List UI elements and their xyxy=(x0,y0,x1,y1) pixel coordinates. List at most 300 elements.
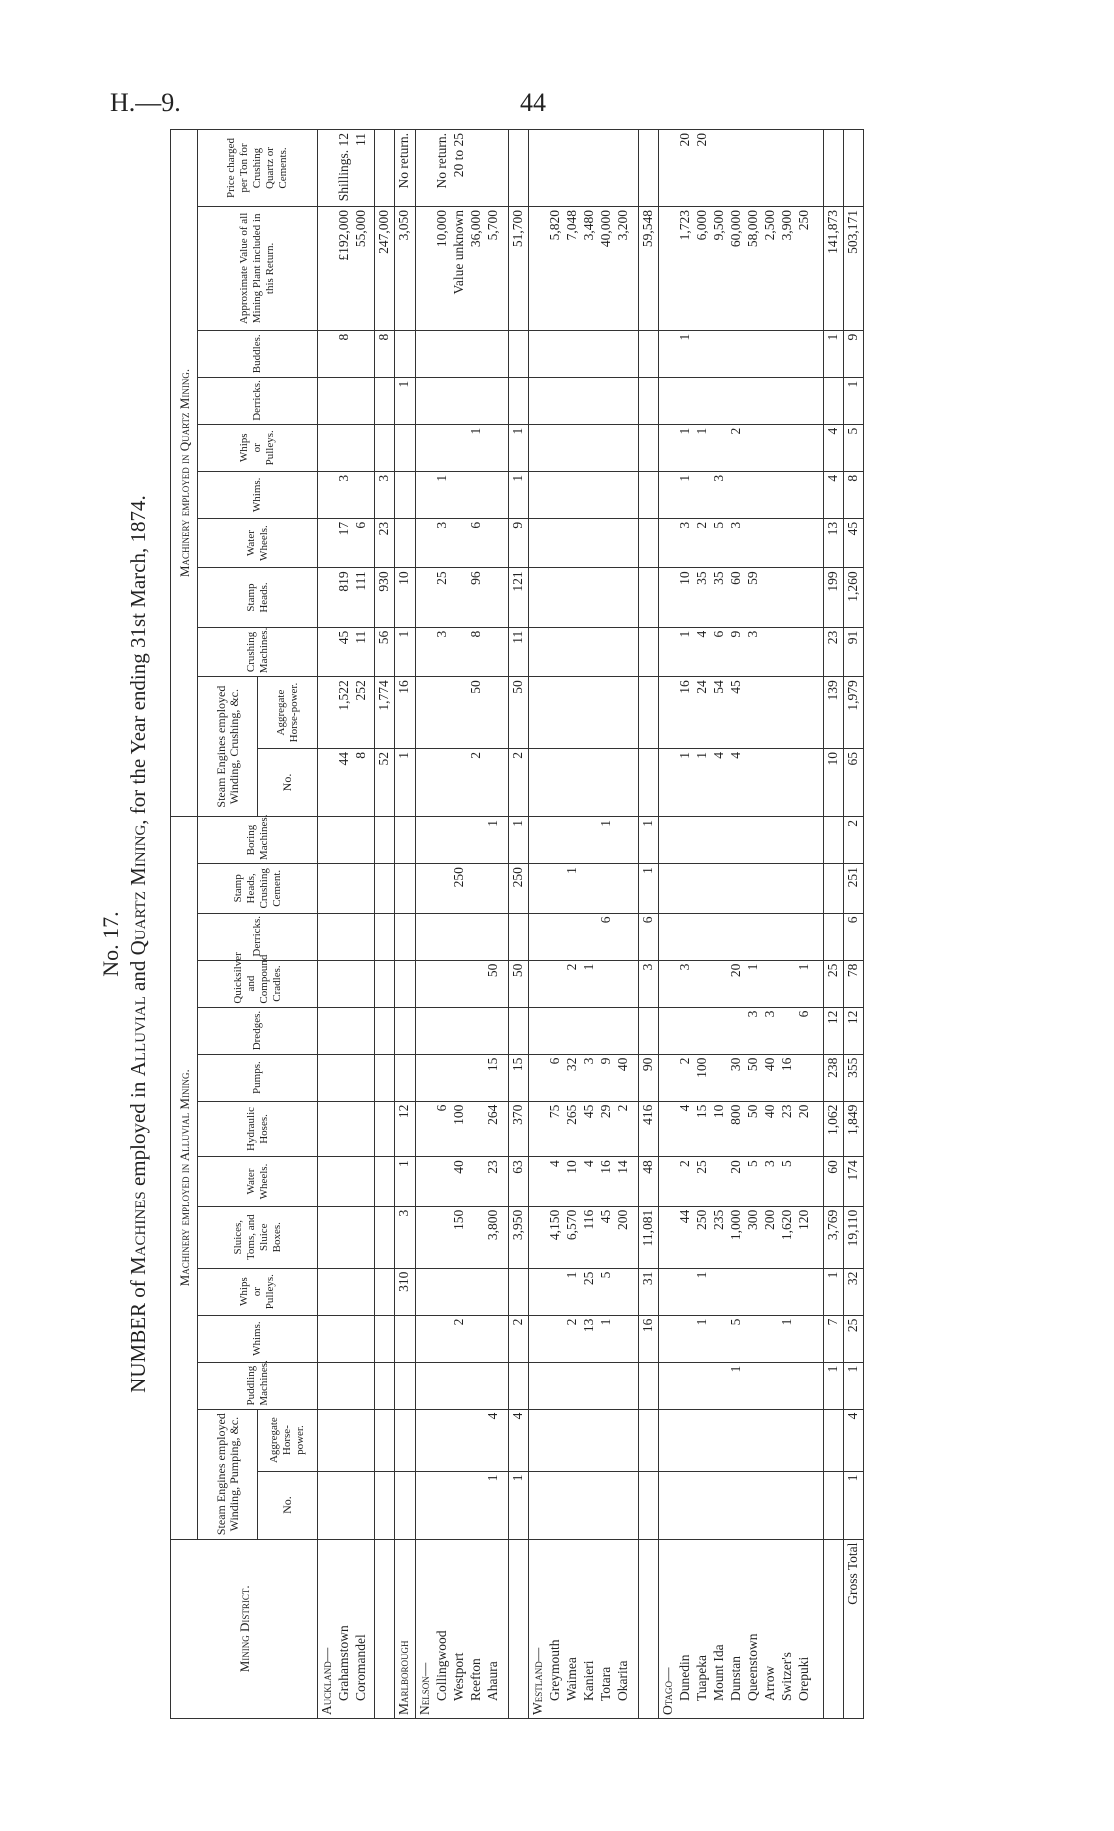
value-cell xyxy=(416,130,509,207)
cell-value xyxy=(564,917,581,957)
cell-value xyxy=(711,1160,728,1202)
cell-value xyxy=(468,1319,485,1359)
cell-value xyxy=(485,1366,502,1406)
subtotal-cell xyxy=(639,1362,659,1409)
cell-value xyxy=(677,867,694,909)
cell-value xyxy=(547,820,564,860)
cell-value: 24 xyxy=(694,680,710,694)
subtotal-cell: 16 xyxy=(639,1315,659,1362)
value-cell xyxy=(318,1206,375,1268)
cell-value xyxy=(598,1366,615,1406)
cell-value: 10 xyxy=(677,571,693,585)
cell-value: 40 xyxy=(762,1104,778,1119)
cell-value xyxy=(547,133,564,203)
spacer xyxy=(417,752,434,813)
value-cell xyxy=(528,377,639,424)
value-cell xyxy=(394,1206,415,1268)
subtotal-cell xyxy=(508,913,528,960)
cell-value xyxy=(796,1475,813,1536)
gross-total-cell xyxy=(843,130,863,207)
cell-value xyxy=(434,680,451,745)
cell-value xyxy=(353,1272,370,1312)
cell-value: 6 xyxy=(711,630,727,638)
cell-value xyxy=(598,752,615,813)
place-name: Tuapeka xyxy=(694,1655,710,1701)
spacer xyxy=(319,1272,336,1312)
value-cell xyxy=(416,568,509,627)
cell-value xyxy=(451,917,468,957)
gross-total-cell: 8 xyxy=(843,471,863,518)
value-cell xyxy=(394,627,415,676)
cell-value xyxy=(711,1272,728,1312)
cell-value: 150 xyxy=(451,1209,466,1231)
subtotal-cell xyxy=(374,817,394,864)
place-name: Okarita xyxy=(614,1660,630,1701)
spacer xyxy=(319,631,336,673)
cell-value xyxy=(564,334,581,374)
subtotal-cell xyxy=(374,1471,394,1539)
cell-value xyxy=(485,522,502,564)
value-cell xyxy=(659,960,823,1007)
cell-value xyxy=(728,820,745,860)
cell-value xyxy=(336,1319,353,1359)
cell-value xyxy=(728,475,745,515)
cell-value xyxy=(762,867,779,909)
cell-value xyxy=(615,631,632,673)
value-cell xyxy=(416,1054,509,1101)
place-name: Orepuki xyxy=(796,1656,812,1701)
district-name-cell xyxy=(659,1539,823,1718)
cell-value: 1 xyxy=(563,1271,579,1279)
subtotal-cell xyxy=(639,130,659,207)
stamp-heads-header: Stamp Heads. xyxy=(198,568,318,627)
cell-value xyxy=(745,752,762,813)
cell-value xyxy=(451,475,468,515)
gross-total-cell: 65 xyxy=(843,748,863,816)
value-cell xyxy=(659,207,823,331)
value-cell xyxy=(416,627,509,676)
cell-value: 44 xyxy=(336,751,351,766)
cell-value: 6 xyxy=(353,521,368,529)
spacer xyxy=(417,334,434,374)
cell-value: 1 xyxy=(694,427,710,435)
value-cell xyxy=(318,1101,375,1157)
value-cell xyxy=(318,1315,375,1362)
cell-value: 1 xyxy=(677,630,693,638)
cell-value: 1 xyxy=(677,474,693,482)
subtotal-cell xyxy=(374,424,394,471)
cell-value xyxy=(677,1413,694,1468)
cell-value: 11 xyxy=(353,630,368,644)
gross-total-cell: 4 xyxy=(843,1409,863,1471)
cell-value xyxy=(336,1475,353,1536)
value-cell xyxy=(416,864,509,913)
cell-value xyxy=(796,917,813,957)
place-name: Mount Ida xyxy=(711,1644,727,1701)
place-name: Ahaura xyxy=(485,1661,500,1701)
cell-value xyxy=(615,1475,632,1536)
spacer xyxy=(530,381,547,421)
cell-value: 1 xyxy=(779,1318,795,1326)
cell-value: 5 xyxy=(745,1160,761,1168)
crushing-header: Crushing Machines. xyxy=(198,627,318,676)
cell-value xyxy=(451,964,468,1004)
value-cell xyxy=(318,817,375,864)
cell-value xyxy=(711,1319,728,1359)
spacer xyxy=(417,1011,434,1051)
value-cell xyxy=(659,627,823,676)
spacer xyxy=(319,334,336,374)
cell-value xyxy=(796,1160,813,1202)
cell-value xyxy=(762,1319,779,1359)
spacer xyxy=(660,820,677,860)
cell-value xyxy=(485,680,502,745)
cell-value: 3 xyxy=(434,630,449,638)
value-cell xyxy=(394,518,415,567)
cell-value: 1 xyxy=(395,630,411,638)
cell-value xyxy=(547,475,564,515)
cell-value xyxy=(694,820,711,860)
cell-value: No return. xyxy=(434,133,449,189)
value-cell xyxy=(416,518,509,567)
cell-value xyxy=(564,1366,581,1406)
cell-value xyxy=(598,428,615,468)
cell-value xyxy=(677,1272,694,1312)
spacer xyxy=(660,680,677,745)
spacer xyxy=(660,1319,677,1359)
value-cell xyxy=(528,1268,639,1315)
cell-value xyxy=(615,334,632,374)
cell-value xyxy=(396,475,413,515)
subtotal-cell: 12 xyxy=(823,1007,843,1054)
cell-value: 10 xyxy=(563,1160,579,1174)
subtotal-cell: 4 xyxy=(823,471,843,518)
value-cell xyxy=(659,1206,823,1268)
value-cell xyxy=(318,424,375,471)
subtotal-cell: 3 xyxy=(639,960,659,1007)
cell-value xyxy=(677,1319,694,1359)
cell-value xyxy=(796,1413,813,1468)
spacer xyxy=(530,1272,547,1312)
stamp-cement-header: Stamp Heads, Crushing Cement. xyxy=(198,864,318,913)
cell-value: 50 xyxy=(485,963,500,978)
cell-value xyxy=(564,680,581,745)
subtotal-cell xyxy=(374,1315,394,1362)
cell-value: 1,620 xyxy=(779,1209,795,1241)
subtotal-cell: 23 xyxy=(374,518,394,567)
cradles-header: Quicksilver and Compound Cradles. xyxy=(198,960,318,1007)
cell-value xyxy=(615,475,632,515)
gross-total-cell: 503,171 xyxy=(843,207,863,331)
value-cell xyxy=(659,1268,823,1315)
spacer xyxy=(319,1319,336,1359)
cell-value: 6,570 xyxy=(563,1209,579,1241)
cell-value xyxy=(451,428,468,468)
cell-value xyxy=(779,917,796,957)
cell-value xyxy=(677,820,694,860)
cell-value: 5 xyxy=(711,521,727,529)
value-cell xyxy=(318,1268,375,1315)
spacer xyxy=(417,867,434,909)
cell-value xyxy=(745,133,762,203)
cell-value xyxy=(694,964,711,1004)
cell-value: 1 xyxy=(796,963,812,971)
cell-value xyxy=(564,1011,581,1051)
subtotal-cell xyxy=(639,377,659,424)
value-cell xyxy=(394,864,415,913)
value-cell xyxy=(394,568,415,627)
cell-value xyxy=(451,1413,468,1468)
subtotal-cell: 51,700 xyxy=(508,207,528,331)
district-name: Nelson— xyxy=(417,1662,432,1715)
subtotal-cell xyxy=(508,1362,528,1409)
spacer xyxy=(417,631,434,673)
cell-value xyxy=(745,1366,762,1406)
value-cell xyxy=(659,913,823,960)
cell-value xyxy=(745,1475,762,1536)
cell-value xyxy=(468,1160,485,1202)
cell-value: 35 xyxy=(694,571,710,585)
spacer xyxy=(417,571,434,623)
subtotal-cell: 1 xyxy=(508,424,528,471)
cell-value: 5,700 xyxy=(485,210,500,241)
dredges-header: Dredges. xyxy=(198,1007,318,1054)
subtotal-cell: 250 xyxy=(508,864,528,913)
gross-total-cell: 5 xyxy=(843,424,863,471)
cell-value: 3 xyxy=(762,1010,778,1018)
subtotal-cell xyxy=(823,377,843,424)
cell-value: 75 xyxy=(546,1104,562,1119)
value-cell xyxy=(416,960,509,1007)
gross-total-cell: 32 xyxy=(843,1268,863,1315)
cell-value xyxy=(564,631,581,673)
cell-value: 9 xyxy=(597,1057,613,1065)
spacer xyxy=(660,1160,677,1202)
cell-value xyxy=(581,334,598,374)
value-cell xyxy=(318,1054,375,1101)
cell-value xyxy=(598,133,615,203)
cell-value: 30 xyxy=(728,1057,744,1072)
subtotal-cell: 11,081 xyxy=(639,1206,659,1268)
cell-value xyxy=(581,752,598,813)
value-cell xyxy=(394,1362,415,1409)
value-cell xyxy=(528,1007,639,1054)
district-name-cell xyxy=(416,1539,509,1718)
cell-value xyxy=(615,752,632,813)
value-cell xyxy=(659,518,823,567)
spacer xyxy=(530,1413,547,1468)
subtotal-cell xyxy=(823,817,843,864)
cell-value xyxy=(451,680,468,745)
cell-value xyxy=(396,820,413,860)
value-cell xyxy=(318,1471,375,1539)
cell-value: 8 xyxy=(468,630,483,638)
cell-value xyxy=(336,1160,353,1202)
cell-value: 6 xyxy=(468,521,483,529)
steam-alluvial-header: Steam Engines employed Winding, Pumping, &c. xyxy=(198,1409,258,1539)
cell-value xyxy=(615,381,632,421)
value-cell xyxy=(394,207,415,331)
cell-value xyxy=(485,1272,502,1312)
cell-value xyxy=(396,1475,413,1536)
cell-value xyxy=(564,1413,581,1468)
subtotal-cell xyxy=(823,864,843,913)
cell-value xyxy=(353,1475,370,1536)
cell-value xyxy=(547,752,564,813)
place-name: Dunedin xyxy=(677,1654,693,1701)
cell-value: 1 xyxy=(597,820,613,827)
spacer xyxy=(660,1272,677,1312)
place-name: Collingwood xyxy=(434,1630,449,1701)
value-cell xyxy=(528,677,639,749)
cell-value: 1 xyxy=(580,963,596,971)
cell-value: 4 xyxy=(580,1160,596,1168)
cell-value: 8 xyxy=(353,751,368,759)
cell-value xyxy=(615,964,632,1004)
cell-value xyxy=(485,631,502,673)
spacer xyxy=(530,210,547,327)
cell-value xyxy=(485,571,502,623)
cell-value: 20 xyxy=(694,133,710,147)
cell-value xyxy=(779,428,796,468)
spacer xyxy=(417,133,434,203)
cell-value: 58,000 xyxy=(745,210,761,248)
gross-total-cell: 1,260 xyxy=(843,568,863,627)
value-cell xyxy=(318,960,375,1007)
subtotal-cell: 416 xyxy=(639,1101,659,1157)
cell-value xyxy=(762,381,779,421)
cell-value xyxy=(396,428,413,468)
cell-value xyxy=(468,1475,485,1536)
cell-value: 3 xyxy=(762,1160,778,1168)
spacer xyxy=(530,964,547,1004)
place-name: Arrow xyxy=(762,1665,778,1701)
value-cell xyxy=(659,864,823,913)
cell-value: 16 xyxy=(597,1160,613,1174)
cell-value xyxy=(581,1366,598,1406)
cell-value: 3 xyxy=(677,521,693,529)
whips-header: Whips or Pulleys. xyxy=(198,1268,318,1315)
cell-value xyxy=(353,917,370,957)
cell-value: 2 xyxy=(451,1318,466,1326)
gross-total-cell: 91 xyxy=(843,627,863,676)
cell-value xyxy=(451,1475,468,1536)
cell-value: 50 xyxy=(745,1104,761,1119)
cell-value: 36,000 xyxy=(468,210,483,248)
cell-value xyxy=(711,1475,728,1536)
cell-value: 3 xyxy=(745,630,761,638)
spacer xyxy=(319,1366,336,1406)
cell-value xyxy=(762,475,779,515)
value-cell xyxy=(416,1409,509,1471)
cell-value: 59 xyxy=(745,571,761,585)
subtotal-cell: 7 xyxy=(823,1315,843,1362)
cell-value xyxy=(336,1210,353,1265)
cell-value xyxy=(434,867,451,909)
value-cell xyxy=(659,1007,823,1054)
value-cell xyxy=(416,424,509,471)
cell-value: 4 xyxy=(694,630,710,638)
subtotal-cell xyxy=(508,130,528,207)
cell-value xyxy=(615,133,632,203)
cell-value xyxy=(485,334,502,374)
cell-value: 1 xyxy=(728,1365,744,1373)
subtotal-cell xyxy=(508,377,528,424)
cell-value: 100 xyxy=(451,1104,466,1125)
cell-value: 1 xyxy=(694,1318,710,1326)
steam-alluvial-hp-header: Aggregate Horse-power. xyxy=(258,1409,318,1471)
cell-value: 10 xyxy=(395,571,411,585)
cell-value xyxy=(615,680,632,745)
spacer xyxy=(530,1319,547,1359)
cell-value: 35 xyxy=(711,571,727,585)
cell-value xyxy=(353,867,370,909)
value-cell xyxy=(659,677,823,749)
cell-value xyxy=(728,1011,745,1051)
subtotal-cell: 10 xyxy=(823,748,843,816)
subtotal-cell xyxy=(374,1101,394,1157)
cell-value xyxy=(711,381,728,421)
cell-value: 310 xyxy=(395,1271,411,1292)
cell-value: 2,500 xyxy=(762,210,778,241)
subtotal-cell: 4 xyxy=(823,424,843,471)
cell-value xyxy=(353,964,370,1004)
cell-value: 2 xyxy=(728,427,744,435)
value-cell xyxy=(394,1268,415,1315)
cell-value: 50 xyxy=(745,1057,761,1072)
cell-value xyxy=(468,917,485,957)
cell-value: 40 xyxy=(614,1057,630,1072)
gross-total-cell: 45 xyxy=(843,518,863,567)
spacer xyxy=(660,752,677,813)
cell-value xyxy=(598,1475,615,1536)
cell-value xyxy=(451,381,468,421)
cell-value xyxy=(762,631,779,673)
spacer xyxy=(319,1210,336,1265)
cell-value xyxy=(728,1272,745,1312)
cell-value xyxy=(451,752,468,813)
district-header: Mining District. xyxy=(171,1539,318,1718)
cell-value xyxy=(468,1105,485,1154)
subtotal-cell: 90 xyxy=(639,1054,659,1101)
cell-value xyxy=(396,522,413,564)
district-name-cell xyxy=(318,1539,375,1718)
subtotal-cell: 25 xyxy=(823,960,843,1007)
cell-value xyxy=(711,334,728,374)
subtotal-cell: 6 xyxy=(639,913,659,960)
value-cell xyxy=(659,817,823,864)
spacer xyxy=(417,1210,434,1265)
subtotal-cell: 1 xyxy=(639,864,659,913)
cell-value xyxy=(434,820,451,860)
cell-value: 200 xyxy=(614,1209,630,1231)
cell-value: 3,050 xyxy=(395,210,411,241)
cell-value xyxy=(796,334,813,374)
cell-value xyxy=(468,1058,485,1098)
cell-value xyxy=(677,917,694,957)
gross-total-cell: 174 xyxy=(843,1157,863,1206)
value-cell xyxy=(659,130,823,207)
cell-value xyxy=(336,1413,353,1468)
cell-value xyxy=(694,1413,711,1468)
cell-value xyxy=(598,334,615,374)
cell-value xyxy=(547,1319,564,1359)
cell-value: 1 xyxy=(677,427,693,435)
subtotal-cell xyxy=(823,1471,843,1539)
subtotal-cell xyxy=(374,864,394,913)
cell-value xyxy=(434,1058,451,1098)
cell-value xyxy=(779,680,796,745)
